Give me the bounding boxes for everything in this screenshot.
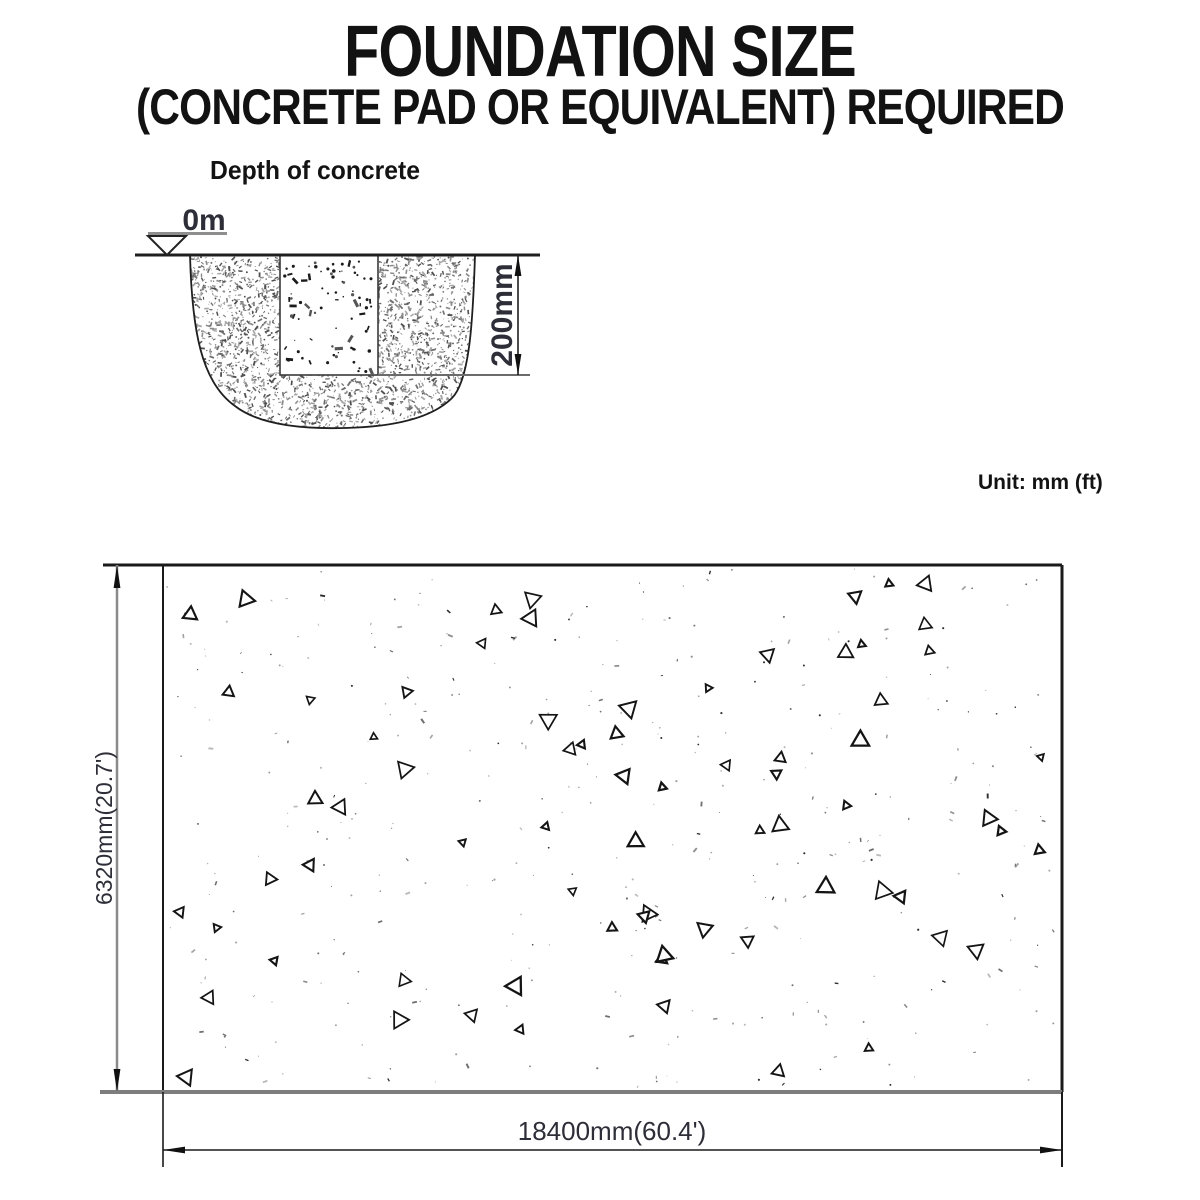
- arrow-up-icon: [114, 565, 121, 588]
- cross-section-heading: Depth of concrete: [210, 155, 420, 185]
- plan-view-drawing: [85, 550, 1095, 1200]
- datum-level-icon: [148, 236, 186, 255]
- width-dimension-label: 18400mm(60.4'): [517, 1116, 707, 1146]
- page-title: FOUNDATION SIZE: [344, 12, 856, 92]
- plan-aggregate-triangles: [174, 576, 1045, 1086]
- plan-speckle-texture: [166, 569, 1054, 1089]
- cross-section-drawing: [100, 190, 570, 460]
- unit-note: Unit: mm (ft): [978, 471, 1103, 494]
- arrow-down-icon: [114, 1069, 121, 1092]
- page-subtitle: (CONCRETE PAD OR EQUIVALENT) REQUIRED: [136, 79, 1064, 135]
- depth-dimension-label: 200mm: [486, 263, 519, 367]
- datum-label: 0m: [182, 204, 226, 237]
- height-dimension-label: 6320mm(20.7'): [91, 751, 117, 905]
- arrow-left-icon: [163, 1147, 185, 1154]
- arrow-right-icon: [1040, 1147, 1062, 1154]
